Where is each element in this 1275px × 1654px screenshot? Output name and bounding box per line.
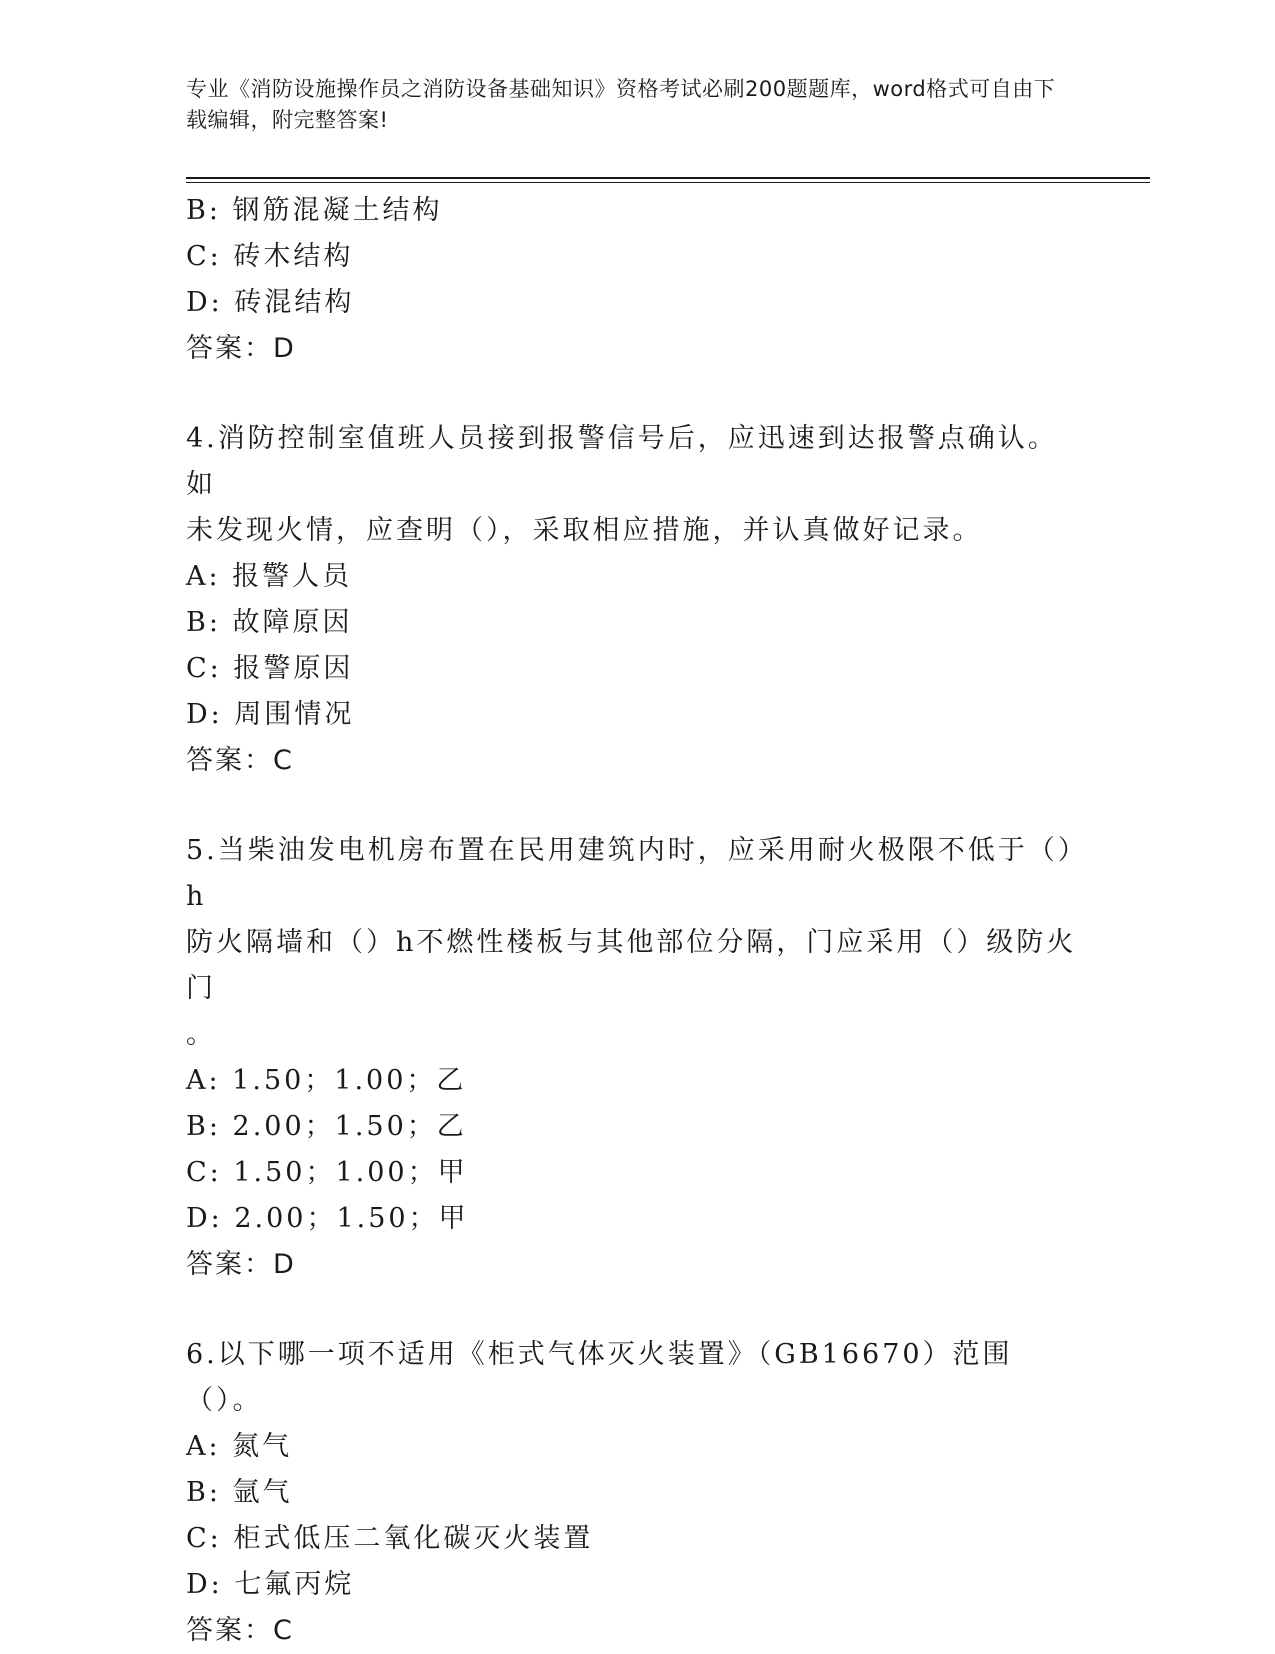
question-stem: 防火隔墙和（）h不燃性楼板与其他部位分隔，门应采用（）级防火门 [186, 927, 1077, 1004]
answer: 答案：C [186, 1615, 294, 1646]
answer: 答案：D [186, 1249, 296, 1280]
option-c: C: 1.50；1.00；甲 [186, 1157, 468, 1188]
option-d: D: 2.00；1.50；甲 [186, 1203, 469, 1234]
option-b: B: 2.00；1.50；乙 [186, 1111, 467, 1142]
option-b: B: 钢筋混凝土结构 [186, 195, 443, 226]
option-d: D: 七氟丙烷 [186, 1569, 355, 1600]
question-stem: 。 [186, 1019, 216, 1050]
question-stem: 6.以下哪一项不适用《柜式气体灭火装置》（GB16670）范围（）。 [186, 1339, 1013, 1416]
question-stem: 未发现火情，应查明（），采取相应措施，并认真做好记录。 [186, 515, 983, 546]
document-title: 专业《消防设施操作员之消防设备基础知识》资格考试必刷200题题库，word格式可自由下载编辑，附完整答案! [186, 77, 1056, 132]
question-4 [186, 416, 1086, 784]
option-a: A: 氮气 [186, 1431, 293, 1462]
question-stem: 4.消防控制室值班人员接到报警信号后，应迅速到达报警点确认。如 [186, 423, 1058, 500]
question-3-partial [186, 188, 1086, 372]
option-a: A: 报警人员 [186, 561, 353, 592]
option-c: C: 砖木结构 [186, 241, 354, 272]
option-c: C: 报警原因 [186, 653, 354, 684]
question-stem: 5.当柴油发电机房布置在民用建筑内时，应采用耐火极限不低于（）h [186, 835, 1075, 912]
question-6 [186, 1332, 1086, 1654]
question-list [186, 188, 1086, 1654]
document-header [186, 74, 1066, 136]
option-c: C: 柜式低压二氧化碳灭火装置 [186, 1523, 594, 1554]
answer: 答案：D [186, 333, 296, 364]
option-b: B: 氩气 [186, 1477, 293, 1508]
question-5 [186, 828, 1086, 1288]
option-d: D: 砖混结构 [186, 287, 355, 318]
option-d: D: 周围情况 [186, 699, 355, 730]
header-divider [186, 177, 1150, 179]
option-b: B: 故障原因 [186, 607, 353, 638]
answer: 答案：C [186, 745, 294, 776]
option-a: A: 1.50；1.00；乙 [186, 1065, 467, 1096]
header-divider-thin [186, 182, 1150, 183]
